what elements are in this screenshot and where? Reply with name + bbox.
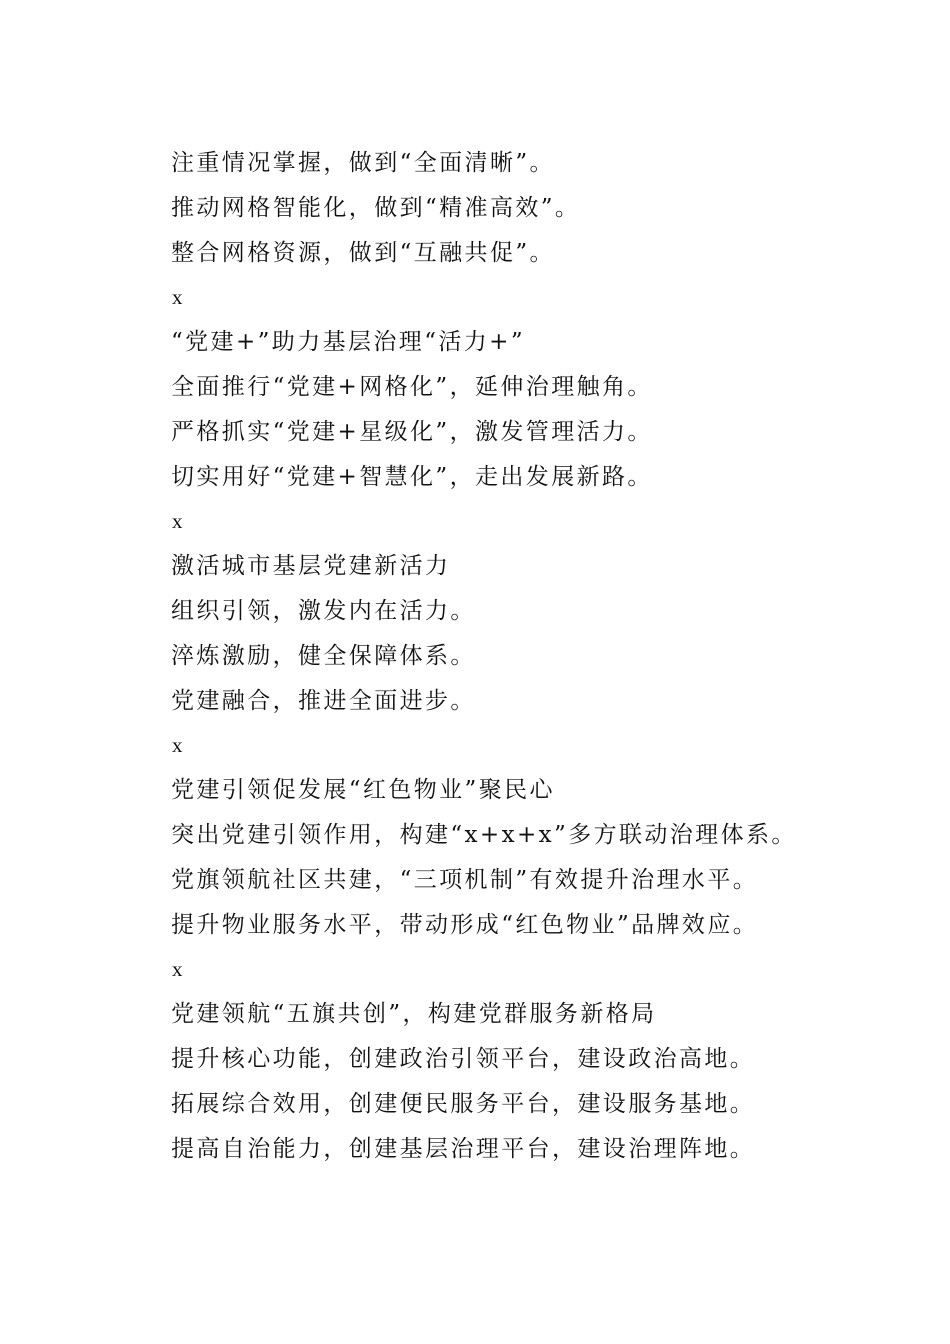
section-heading: 激活城市基层党建新活力 (171, 553, 451, 580)
section-separator: x (172, 285, 183, 310)
text-line: 突出党建引领作用，构建“x+x+x”多方联动治理体系。 (171, 821, 797, 848)
text-line: 提高自治能力，创建基层治理平台，建设治理阵地。 (171, 1135, 756, 1162)
text-line: 组织引领，激发内在活力。 (171, 597, 476, 624)
section-separator: x (172, 509, 183, 534)
text-line: 切实用好“党建+智慧化”，走出发展新路。 (171, 463, 653, 490)
text-line: 提升物业服务水平，带动形成“红色物业”品牌效应。 (171, 911, 759, 938)
text-line: 党旗领航社区共建，“三项机制”有效提升治理水平。 (171, 866, 759, 893)
text-line: 推动网格智能化，做到“精准高效”。 (171, 194, 581, 221)
text-line: 注重情况掌握，做到“全面清晰”。 (171, 150, 555, 176)
section-heading: “党建+”助力基层治理“活力+” (171, 329, 525, 356)
section-heading: 党建引领促发展“红色物业”聚民心 (171, 777, 555, 804)
document-body (171, 141, 911, 1171)
text-line: 党建融合，推进全面进步。 (171, 687, 476, 714)
text-line: 淬炼激励，健全保障体系。 (171, 642, 476, 669)
section-separator: x (172, 957, 183, 982)
text-line: 提升核心功能，创建政治引领平台，建设政治高地。 (171, 1045, 756, 1072)
section-heading: 党建领航“五旗共创”，构建党群服务新格局 (171, 1001, 657, 1028)
text-line: 全面推行“党建+网格化”，延伸治理触角。 (171, 373, 653, 400)
section-separator: x (172, 733, 183, 758)
text-line: 拓展综合效用，创建便民服务平台，建设服务基地。 (171, 1090, 756, 1117)
text-line: 整合网格资源，做到“互融共促”。 (171, 239, 555, 266)
text-line: 严格抓实“党建+星级化”，激发管理活力。 (171, 418, 653, 445)
